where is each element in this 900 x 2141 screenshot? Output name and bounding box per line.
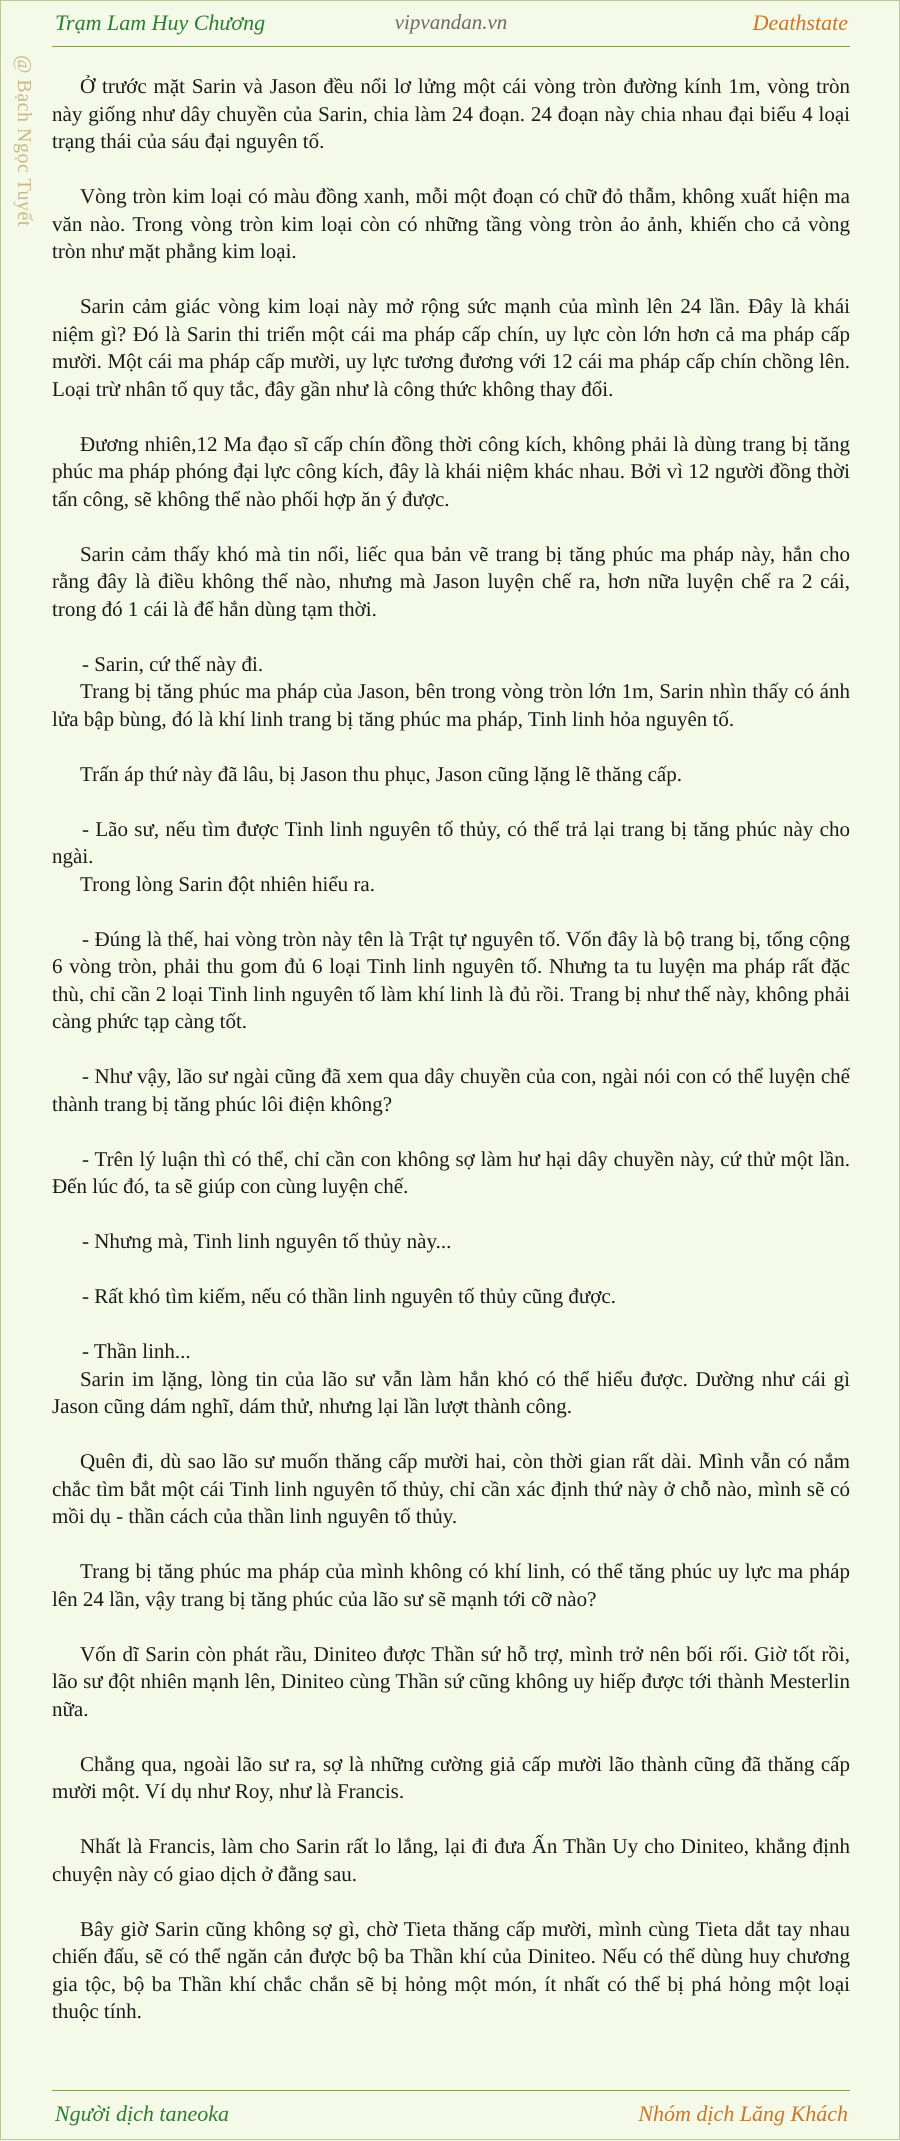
paragraph: Trong lòng Sarin đột nhiên hiểu ra.	[80, 871, 375, 896]
watermark: @ Bạch Ngọc Tuyết	[13, 55, 35, 227]
dialogue-line: - Như vậy, lão sư ngài cũng đã xem qua dây chuyền của con, ngài nói con có thể luyện chế thành trang bị tăng phúc lôi điện không?	[52, 1064, 850, 1116]
page-header	[52, 0, 850, 47]
dialogue-line: - Đúng là thế, hai vòng tròn này tên là Trật tự nguyên tố. Vốn đây là bộ trang bị, tổng cộng 6 vòng tròn, phải thu gom đủ 6 loại Tinh linh nguyên tố. Nhưng ta tu luyện ma pháp rất đặc thù, chỉ cần 2 loại Tinh linh nguyên tố làm khí linh là đủ rồi. Trang bị như thế này, không phải càng phức tạp càng tốt.	[52, 926, 850, 1033]
paragraph: Quên đi, dù sao lão sư muốn thăng cấp mười hai, còn thời gian rất dài. Mình vẫn có nắm chắc tìm bắt một cái Tinh linh nguyên tố thủy, chỉ cần xác định thứ này ở chỗ nào, mình sẽ có mồi dụ - thần cách của thần linh nguyên tố thủy.	[52, 1449, 850, 1528]
paragraph: Chẳng qua, ngoài lão sư ra, sợ là những cường giả cấp mười lão thành cũng đã thăng cấp mười một. Ví dụ như Roy, như là Francis.	[52, 1751, 850, 1803]
paragraph: Trấn áp thứ này đã lâu, bị Jason thu phục, Jason cũng lặng lẽ thăng cấp.	[80, 761, 682, 786]
dialogue-line: - Thần linh...	[82, 1339, 191, 1363]
paragraph: Trang bị tăng phúc ma pháp của Jason, bên trong vòng tròn lớn 1m, Sarin nhìn thấy có ánh lửa bập bùng, đó là khí linh trang bị tăng phúc ma pháp, Tinh linh hỏa nguyên tố.	[52, 679, 850, 731]
header-book-title: Deathstate	[752, 10, 848, 35]
paragraph: Vốn dĩ Sarin còn phát rầu, Diniteo được Thần sứ hỗ trợ, mình trở nên bối rối. Giờ tốt rồi, lão sư đột nhiên mạnh lên, Diniteo cùng Thần sứ cũng không uy hiếp được tới thành Mesterlin nữa.	[52, 1641, 850, 1721]
page-footer	[52, 2090, 850, 2141]
paragraph: Nhất là Francis, làm cho Sarin rất lo lắng, lại đi đưa Ấn Thần Uy cho Diniteo, khẳng định chuyện này có giao dịch ở đằng sau.	[52, 1834, 850, 1886]
dialogue-line: - Trên lý luận thì có thể, chỉ cần con không sợ làm hư hại dây chuyền này, cứ thử một lần. Đến lúc đó, ta sẽ giúp con cùng luyện chế.	[52, 1146, 850, 1198]
paragraph: Vòng tròn kim loại có màu đồng xanh, mỗi một đoạn có chữ đỏ thẫm, không xuất hiện ma văn nào. Trong vòng tròn kim loại còn có những tầng vòng tròn ảo ảnh, khiến cho cả vòng tròn như mặt phẳng kim loại.	[52, 184, 850, 263]
paragraph: Sarin cảm giác vòng kim loại này mở rộng sức mạnh của mình lên 24 lần. Đây là khái niệm gì? Đó là Sarin thi triển một cái ma pháp cấp chín, uy lực còn lớn hơn cả ma pháp cấp mười. Một cái ma pháp cấp mười, uy lực tương đương với 12 cái ma pháp cấp chín chồng lên. Loại trừ nhân tố quy tắc, đây gần như là công thức không thay đổi.	[52, 294, 850, 401]
chapter-body	[52, 73, 850, 2026]
paragraph: Trang bị tăng phúc ma pháp của mình không có khí linh, có thể tăng phúc uy lực ma pháp lên 24 lần, vậy trang bị tăng phúc của lão sư sẽ mạnh tới cỡ nào?	[52, 1559, 850, 1611]
paragraph: Đương nhiên,12 Ma đạo sĩ cấp chín đồng thời công kích, không phải là dùng trang bị tăng phúc ma pháp phóng đại lực công kích, đây là khái niệm khác nhau. Bởi vì 12 người đồng thời tấn công, sẽ không thể nào phối hợp ăn ý được.	[52, 431, 850, 511]
paragraph: Sarin im lặng, lòng tin của lão sư vẫn làm hắn khó có thể hiểu được. Dường như cái gì Jason cũng dám nghĩ, dám thử, nhưng lại lần lượt thành công.	[52, 1366, 850, 1418]
footer-group: Nhóm dịch Lăng Khách	[638, 2101, 848, 2126]
dialogue-line: - Lão sư, nếu tìm được Tinh linh nguyên tố thủy, có thể trả lại trang bị tăng phúc này cho ngài.	[52, 816, 850, 868]
dialogue-line: - Rất khó tìm kiếm, nếu có thần linh nguyên tố thủy cũng được.	[82, 1284, 616, 1308]
header-site-name: Trạm Lam Huy Chương	[55, 10, 266, 35]
paragraph: Bây giờ Sarin cũng không sợ gì, chờ Tieta thăng cấp mười, mình cùng Tieta dắt tay nhau chiến đấu, sẽ có thể ngăn cản được bộ ba Thần khí của Diniteo. Nếu có thể dùng huy chương gia tộc, bộ ba Thần khí chắc chắn sẽ bị hỏng một món, ít nhất có thể bị phá hỏng một loại thuộc tính.	[52, 1916, 850, 2023]
dialogue-line: - Sarin, cứ thế này đi.	[82, 651, 264, 676]
paragraph: Ở trước mặt Sarin và Jason đều nổi lơ lửng một cái vòng tròn đường kính 1m, vòng tròn này giống như dây chuyền của Sarin, chia làm 24 đoạn. 24 đoạn này chia nhau đại biểu 4 loại trạng thái của sáu đại nguyên tố.	[52, 74, 850, 153]
dialogue-line: - Nhưng mà, Tinh linh nguyên tố thủy này...	[82, 1229, 452, 1253]
header-url[interactable]: vipvandan.vn	[394, 10, 508, 34]
footer-translator: Người dịch taneoka	[55, 2101, 230, 2126]
paragraph: Sarin cảm thấy khó mà tin nổi, liếc qua bản vẽ trang bị tăng phúc ma pháp này, hắn cho rằng đây là điều không thể nào, nhưng mà Jason luyện chế ra, hơn nữa luyện chế ra 2 cái, trong đó 1 cái là để hắn dùng tạm thời.	[52, 541, 850, 621]
